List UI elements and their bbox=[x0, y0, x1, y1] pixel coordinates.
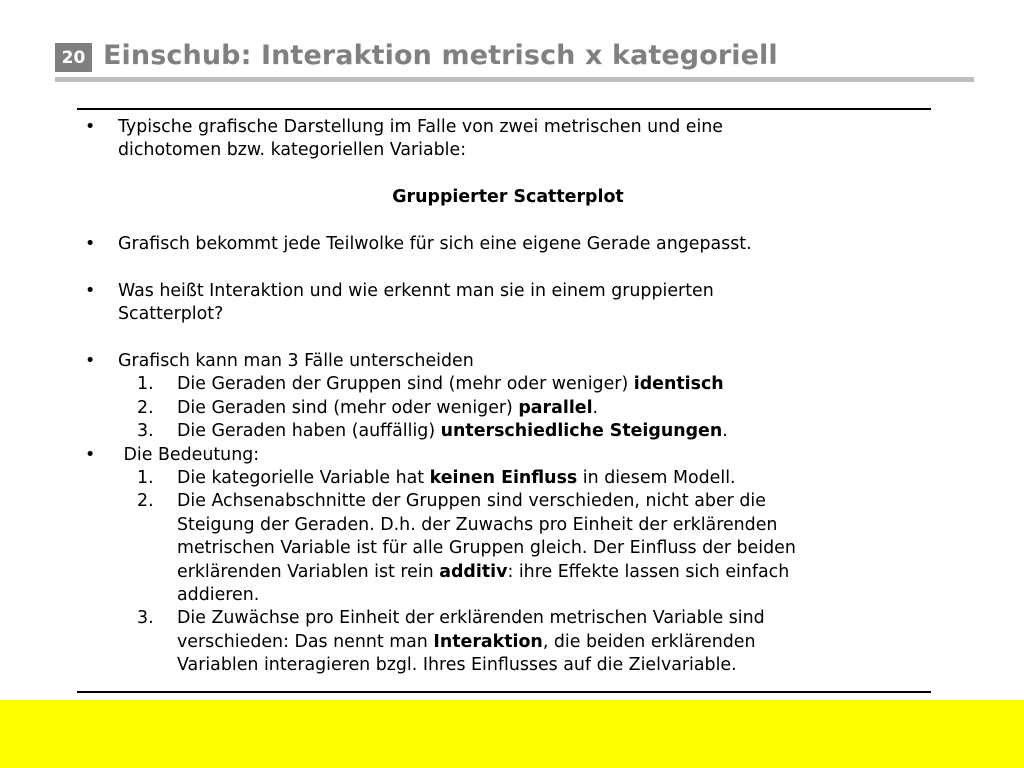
case-item: 2. Die Geraden sind (mehr oder weniger) parallel. bbox=[137, 397, 599, 418]
slide-title: Einschub: Interaktion metrisch x kategoriell bbox=[103, 40, 778, 71]
bullet-item: • Die Bedeutung: bbox=[85, 444, 931, 467]
slide-body bbox=[85, 116, 931, 678]
bullet-item: • Grafisch kann man 3 Fälle unterscheiden bbox=[85, 350, 931, 373]
bullet-marker: • bbox=[85, 280, 96, 301]
footer-bar bbox=[0, 700, 1024, 768]
meaning-item: 2. Die Achsenabschnitte der Gruppen sind verschieden, nicht aber die Steigung der Geraden. D.h. der Zuwachs pro Einheit der erklärenden metrischen Variable ist für alle Gruppen gleich. Der Einfluss der beiden erklärenden Variablen ist rein additiv: ihre Effekte lassen sich einfach addieren. bbox=[137, 491, 796, 606]
slide-number-badge: 20 bbox=[55, 43, 92, 72]
bullet-marker: • bbox=[85, 444, 96, 465]
bullet-item: • Grafisch bekommt jede Teilwolke für sich eine eigene Gerade angepasst. bbox=[85, 233, 931, 256]
meaning-item: 3. Die Zuwächse pro Einheit der erklärenden metrischen Variable sind verschieden: Das nennt man Interaktion, die beiden erklärenden Variablen interagieren bzgl. Ihres Einflusses auf die Zielvariable. bbox=[137, 608, 765, 676]
case-item: 3. Die Geraden haben (auffällig) unterschiedliche Steigungen. bbox=[137, 421, 728, 442]
meaning-item: 1. Die kategorielle Variable hat keinen Einfluss in diesem Modell. bbox=[137, 468, 736, 489]
content-bottom-rule bbox=[77, 691, 931, 693]
bullet-item: • Typische grafische Darstellung im Falle von zwei metrischen und eine dichotomen bzw. kategoriellen Variable: bbox=[85, 117, 724, 161]
title-underline bbox=[55, 77, 974, 82]
bullet-item: • Was heißt Interaktion und wie erkennt man sie in einem gruppierten Scatterplot? bbox=[85, 280, 714, 325]
case-item: 1. Die Geraden der Gruppen sind (mehr oder weniger) identisch bbox=[137, 374, 724, 395]
bullet-marker: • bbox=[85, 117, 96, 137]
content-top-rule bbox=[77, 108, 931, 110]
scatterplot-heading: Gruppierter Scatterplot bbox=[392, 187, 624, 208]
bullet-marker: • bbox=[85, 351, 96, 371]
bullet-marker: • bbox=[85, 234, 96, 254]
